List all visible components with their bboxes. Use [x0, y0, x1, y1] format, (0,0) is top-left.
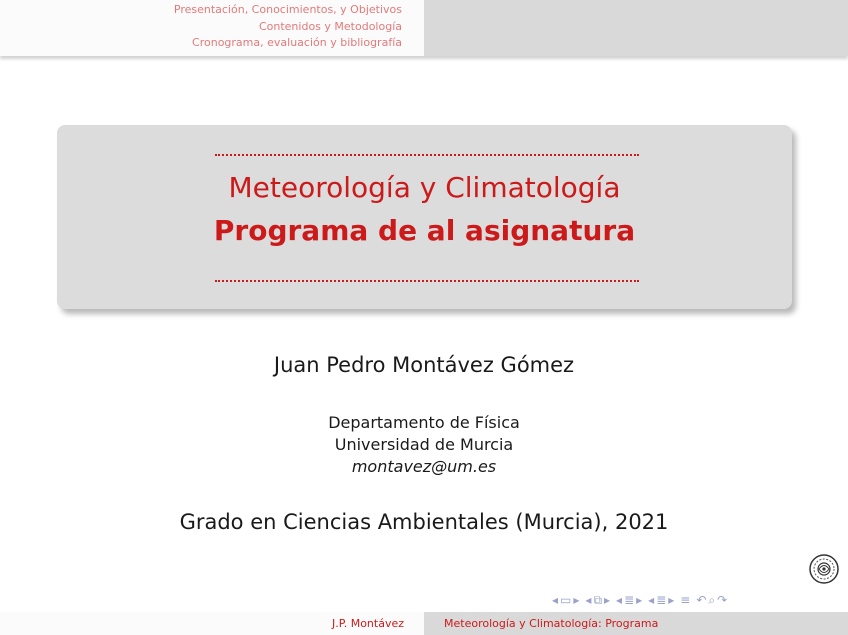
- beamer-navigation-bar: [552, 591, 727, 609]
- subsection-next-icon[interactable]: ▸: [604, 592, 611, 607]
- header-right-panel: [424, 0, 848, 56]
- email: montavez@um.es: [351, 457, 497, 476]
- back-icon[interactable]: ↶: [696, 592, 707, 607]
- footer-title: Meteorología y Climatología: Programa: [424, 612, 848, 635]
- footer-author: J.P. Montávez: [0, 612, 424, 635]
- part-next-icon[interactable]: ▸: [668, 593, 675, 607]
- subsection-icon: ⧉: [593, 592, 603, 607]
- presentation-title: Meteorología y Climatología: [228, 171, 621, 204]
- frame-next-icon[interactable]: ▸: [573, 593, 580, 607]
- section-navigation: [0, 0, 424, 56]
- forward-icon[interactable]: ↷: [717, 592, 728, 607]
- dotted-rule-top: [215, 154, 639, 156]
- frame-prev-icon[interactable]: ◂: [552, 593, 559, 607]
- nav-section-schedule[interactable]: Cronograma, evaluación y bibliografía: [192, 36, 402, 49]
- part-icon: ≣: [656, 593, 667, 607]
- subsection-prev-icon[interactable]: ◂: [585, 592, 592, 607]
- section-prev-icon[interactable]: ◂: [616, 593, 623, 607]
- frame-icon: ▭: [560, 593, 572, 607]
- dotted-rule-bottom: [215, 280, 639, 282]
- nav-section-contents[interactable]: Contenidos y Metodología: [258, 19, 402, 33]
- footer-bar: [0, 612, 848, 635]
- section-next-icon[interactable]: ▸: [636, 593, 643, 607]
- nav-section-presentation[interactable]: Presentación, Conocimientos, y Objetivos: [173, 3, 402, 16]
- university-logo-icon: [807, 552, 841, 586]
- presentation-subtitle: Programa de al asignatura: [213, 214, 636, 247]
- university: Universidad de Murcia: [334, 435, 514, 454]
- header-bar: [0, 0, 848, 56]
- search-icon[interactable]: ⌕: [708, 592, 716, 607]
- section-icon: ≣: [624, 593, 635, 607]
- author-name: Juan Pedro Montávez Gómez: [273, 353, 575, 377]
- department: Departamento de Física: [328, 413, 520, 432]
- align-icon[interactable]: ≡: [680, 593, 691, 607]
- event-line: Grado en Ciencias Ambientales (Murcia), 2021: [179, 510, 669, 534]
- title-block: [57, 125, 792, 309]
- part-prev-icon[interactable]: ◂: [648, 593, 655, 607]
